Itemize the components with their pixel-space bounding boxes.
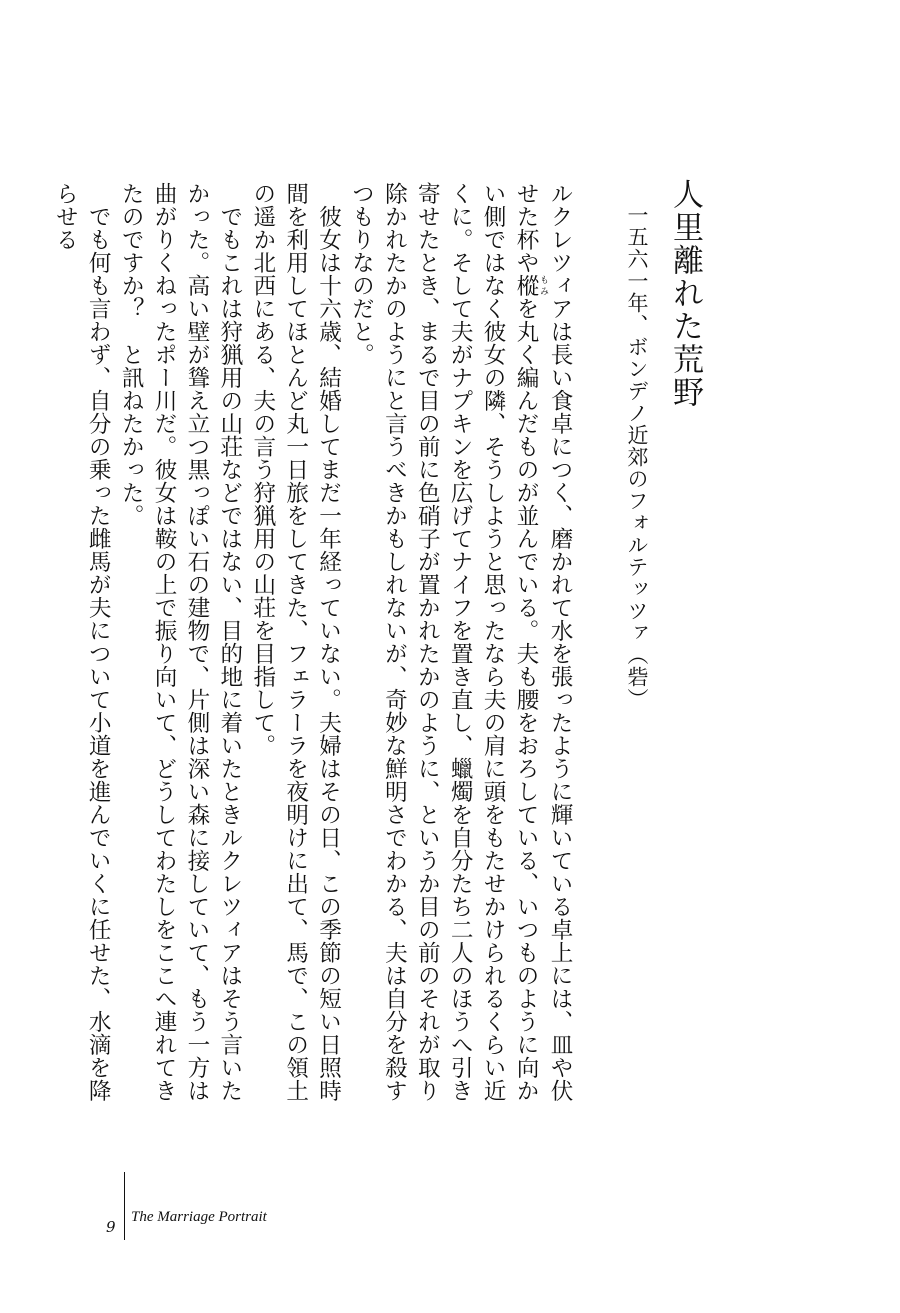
chapter-title: 人里離れた荒野 <box>667 178 703 409</box>
page-number: 9 <box>106 1218 116 1236</box>
chapter-subtitle: 一五六一年、ボンデノ近郊のフォルテッツァ（砦） <box>625 204 649 710</box>
paragraph-1: ルクレツィアは長い食卓につく、磨かれて水を張ったように輝いている卓上には、皿や伏せた杯や樅 もみを丸く編んだものが並んでいる。夫も腰をおろしている、いつものように向かい側ではなく彼女の隣、そうしようと思ったなら夫の肩に頭をもたせかけられるくらい近くに。そして夫がナプキンを広げてナイフを置き直し、蠟燭を自分たち二人のほうへ引き寄せたとき、まるで目の前に色硝子が置かれたかのように、というか目の前のそれが取り除かれたかのようにと言うべきかもしれないが、奇妙な鮮明さでわかる、夫は自分を殺すつもりなのだと。 <box>348 182 573 1102</box>
paragraph-2: 彼女は十六歳、結婚してまだ一年経っていない。夫婦はその日、この季節の短い日照時間を利用してほとんど丸一日旅をしてきた、フェラーラを夜明けに出て、馬で、この領土の遥か北西にある、夫の言う狩猟用の山荘を目指して。 <box>249 182 342 1102</box>
ruby-reading: もみ <box>538 274 548 297</box>
paragraph-3: でもこれは狩猟用の山荘などではない、目的地に着いたときルクレツィアはそう言いたかった。高い壁が聳え立つ黒っぽい石の建物で、片側は深い森に接していて、もう一方は曲がりくねったポー川だ。彼女は鞍の上で振り向いて、どうしてわたしをここへ連れてきたのですか？ と訊ねたかった。 <box>118 182 243 1102</box>
footer-divider <box>124 1172 125 1240</box>
running-head: The Marriage Portrait <box>131 1209 267 1225</box>
body-text <box>48 182 576 1102</box>
paragraph-4: でも何も言わず、自分の乗った雌馬が夫について小道を進んでいくに任せた、水滴を降らせる <box>52 182 112 1102</box>
ruby-annotation: 樅 もみ <box>513 274 548 297</box>
